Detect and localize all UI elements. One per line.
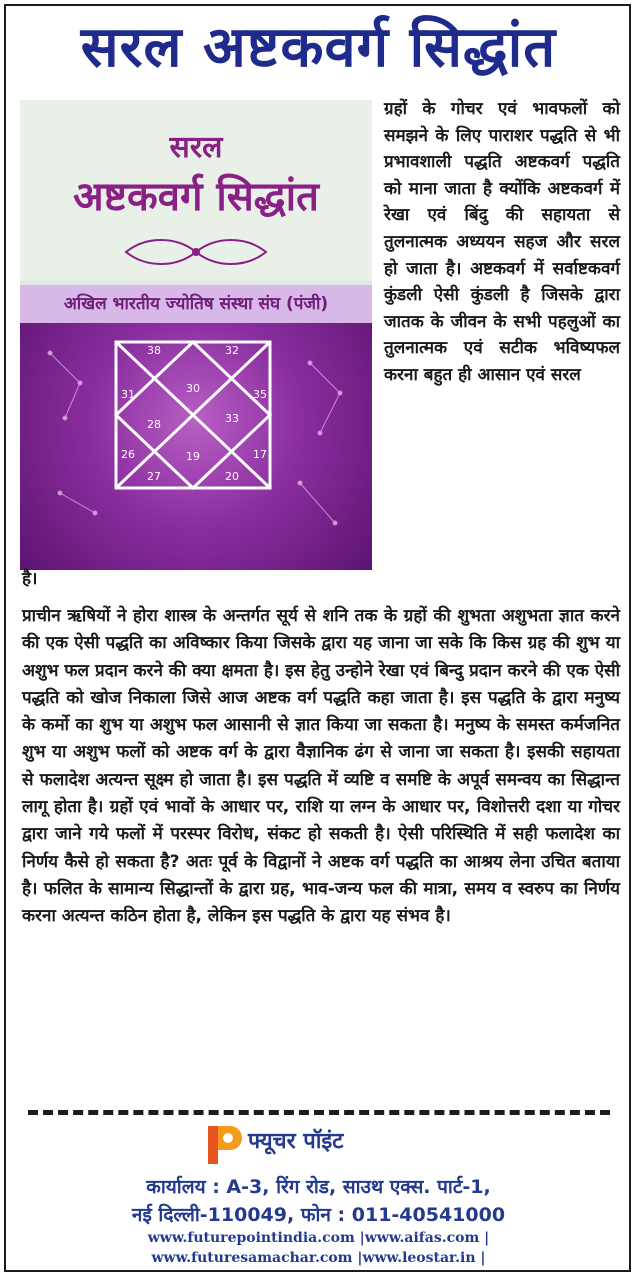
future-point-logo-icon: [206, 1124, 242, 1166]
intro-paragraph: ग्रहों के गोचर एवं भावफलों को समझने के लिए पाराशर पद्धति से भी प्रभावशाली पद्धति अष्टकवर्ग पद्धति को माना जाता है क्योंकि अष्टकवर्ग में रेखा एवं बिंदु की सहायता से तुलनात्मक अध्ययन सहज और सरल हो जाता है। अष्टकवर्ग में सर्वाष्टकवर्ग कुंडली ऐसी कुंडली है जिसके द्वारा जातक के जीवन के सभी पहलुओं का तुलनात्मक एवं सटीक भविष्यफल करना बहुत ही आसान एवं सरल: [384, 99, 620, 385]
chart-number: 38: [147, 344, 161, 357]
footer-address-line2: नई दिल्ली-110049, फोन : 011-40541000: [131, 1204, 506, 1226]
footer-web-line2: www.futuresamachar.com |www.leostar.in |: [151, 1250, 486, 1266]
chart-number: 28: [147, 418, 161, 431]
intro-paragraph-tail: है।: [22, 569, 38, 589]
dashed-divider: [28, 1110, 610, 1115]
book-cover: [20, 100, 372, 570]
cover-organization: अखिल भारतीय ज्योतिष संस्था संघ (पंजी): [20, 285, 372, 323]
chart-number: 32: [225, 344, 239, 357]
chart-number: 35: [253, 388, 267, 401]
cover-title-line1: सरल: [169, 130, 223, 165]
cover-title-line2: अष्टकवर्ग सिद्धांत: [73, 174, 319, 220]
ornament-flourish-icon: [116, 232, 276, 272]
chart-number: 20: [225, 470, 239, 483]
chart-number: 19: [186, 450, 200, 463]
page-title: सरल अष्टकवर्ग सिद्धांत: [80, 15, 557, 80]
chart-number: 33: [225, 412, 239, 425]
footer-brand: फ्यूचर पॉइंट: [248, 1129, 344, 1154]
chart-number: 26: [121, 448, 135, 461]
main-paragraph: प्राचीन ऋषियों ने होरा शास्त्र के अन्तर्गत सूर्य से शनि तक के ग्रहों की शुभता अशुभता ज्ञात करने की एक ऐसी पद्धति का अविष्कार किया जिसके द्वारा यह जाना जा सके कि किस ग्रह की शुभ या अशुभ फल प्रदान करने की क्या क्षमता है। इस हेतु उन्होने रेखा एवं बिन्दु प्रदान करने की एक ऐसी पद्धति को खोज निकाला जिसे आज अष्टक वर्ग पद्धति कहा जाता है। इस पद्धति के द्वारा मनुष्य के कर्मो का शुभ या अशुभ फल आसानी से ज्ञात किया जा सकता है। मनुष्य के समस्त कर्मजनित शुभ या अशुभ फलों को अष्टक वर्ग के द्वारा वैज्ञानिक ढंग से जाना जा सकता है। इसकी सहायता से फलादेश अत्यन्त सूक्ष्म हो जाता है। इस पद्धति में व्यष्टि व समष्टि के अपूर्व समन्वय का सिद्धान्त लागू होता है। ग्रहों एवं भावों के आधार पर, राशि या लग्न के आधार पर, विशोत्तरी दशा या गोचर द्वारा जाने गये फलों में परस्पर विरोध, संकट हो सकती है। ऐसी परिस्थिति में सही फलादेश का निर्णय कैसे हो सकता है? अतः पूर्व के विद्वानों ने अष्टक वर्ग पद्धति का आश्रय लेना उचित बताया है। फलित के सामान्य सिद्धान्तों के द्वारा ग्रह, भाव-जन्य फल की मात्रा, समय व स्वरुप का निर्णय करना अत्यन्त कठिन होता है, लेकिन इस पद्धति के द्वारा यह संभव है।: [22, 606, 620, 927]
chart-number: 30: [186, 382, 200, 395]
footer-web-line1: www.futurepointindia.com |www.aifas.com |: [147, 1230, 490, 1246]
footer-address-line1: कार्यालय : A-3, रिंग रोड, साउथ एक्स. पार्ट-1,: [146, 1176, 491, 1198]
chart-number: 17: [253, 448, 267, 461]
ashtakavarga-chart: [114, 340, 272, 490]
chart-number: 27: [147, 470, 161, 483]
chart-number: 31: [121, 388, 135, 401]
